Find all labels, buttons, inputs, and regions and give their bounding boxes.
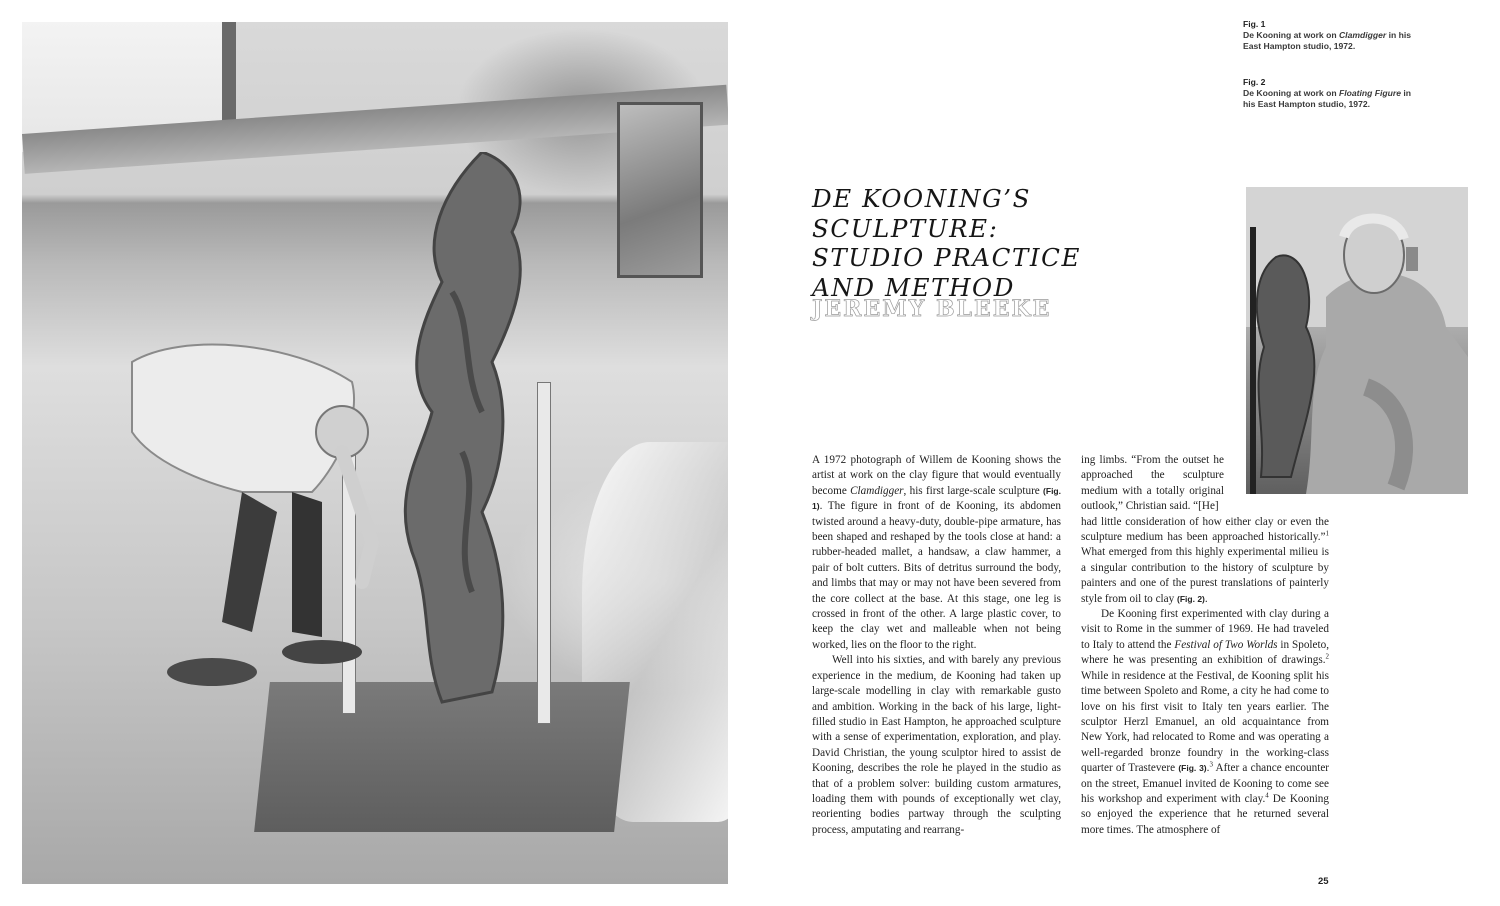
paragraph: Well into his sixties, and with barely any previous experience in the medium, de Kooning had taken up large-scale modelling in clay with remarkable gusto and ambition. Working in the back of his large, light-filled studio in East Hampton, he approached sculpture with a sense of experimentation, exploration, and play. David Christian, the young sculptor hired to assist de Kooning, describes the role he played in the studio as that of a problem solver: building custom armatures, loading them with pounds of exceptionally wet clay, reorienting bodies partway through the sculpting process, amputating and rearrang- bbox=[812, 654, 1061, 836]
title-line: SCULPTURE: bbox=[812, 213, 999, 243]
paragraph: A 1972 photograph of Willem de Kooning shows the artist at work on the clay figure that would eventually become Clamdigger, his first large-scale sculpture (Fig. 1). The figure in front of de Kooning, its abdomen twisted around a heavy-duty, double-pipe armature, has been shaped and reshaped by the tools close at hand: a rubber-headed mallet, a handsaw, a claw hammer, a pair of bolt cutters. Bits of detritus surround the body, and limbs that may or may not have been severed from the core collect at the base. At this stage, one leg is crossed in front of the other. A large plastic cover, to keep the clay wet and malleable when not being worked, lies on the floor to the right. bbox=[812, 454, 1061, 651]
figure-label: Fig. 2 bbox=[1243, 77, 1266, 87]
body-column-2 bbox=[1081, 453, 1329, 838]
figure-label: Fig. 1 bbox=[1243, 19, 1266, 29]
title-line: DE KOONING’S bbox=[812, 184, 1032, 213]
page-number: 25 bbox=[1318, 876, 1329, 887]
footnote-marker: 1 bbox=[1325, 529, 1329, 538]
painting-canvas bbox=[617, 102, 703, 278]
figure-reference: (Fig. 3) bbox=[1178, 763, 1207, 774]
footnote-marker: 3 bbox=[1209, 760, 1213, 769]
figure-caption: Fig. 1 De Kooning at work on Clamdigger in his East Hampton studio, 1972. bbox=[1243, 19, 1412, 51]
paragraph: De Kooning first experimented with clay during a visit to Rome in the summer of 1969. He had traveled to Italy to attend the Festival of Two Worlds in Spoleto, where he was presenting an exhibition of drawings.$^2$ While in residence at the Festival, de Kooning split his time between Spoleto and Rome, a city he had come to love on his first visit to Italy ten years earlier. The sculptor Herzl Emanuel, an old acquaintance from New York, had relocated to Rome and was operating a well-regarded bronze foundry in the working-class quarter of Trastevere (Fig. 3).$^3$ After a chance encounter on the street, Emanuel invited de Kooning to come see his workshop and experiment with clay.$^4$ De Kooning so enjoyed the experience that he returned several more times. The atmosphere of bbox=[1081, 608, 1330, 836]
title-line: AND METHOD bbox=[812, 272, 1015, 302]
figure-caption: Fig. 2 De Kooning at work on Floating Figure in his East Hampton studio, 1972. bbox=[1243, 77, 1412, 109]
footnote-marker: 2 bbox=[1325, 652, 1329, 661]
paragraph: had little consideration of how either clay or even the sculpture medium has been approached historically.”$^1$ What emerged from this highly experimental milieu is a singular contribution to the history of sculpture by painters and one of the purest translations of painterly style from oil to clay (Fig. 2). bbox=[1081, 515, 1329, 605]
artist-figure bbox=[92, 322, 402, 702]
paragraph-start: ing limbs. “From the outset he approached the sculpture medium with a totally original outlook,” Christian said. “[He] bbox=[1081, 454, 1224, 513]
portrait-illustration bbox=[1246, 187, 1468, 494]
footnote-marker: 4 bbox=[1265, 791, 1269, 800]
figure-reference: (Fig. 1) bbox=[812, 485, 1061, 512]
side-photograph bbox=[1246, 187, 1468, 494]
main-photograph bbox=[22, 22, 728, 884]
title-line: STUDIO PRACTICE bbox=[812, 243, 1081, 272]
figure-reference: (Fig. 2) bbox=[1177, 593, 1205, 604]
body-column-1 bbox=[812, 453, 1061, 838]
article-title bbox=[812, 184, 1132, 302]
author-name: JEREMY BLEEKE bbox=[812, 296, 1052, 322]
